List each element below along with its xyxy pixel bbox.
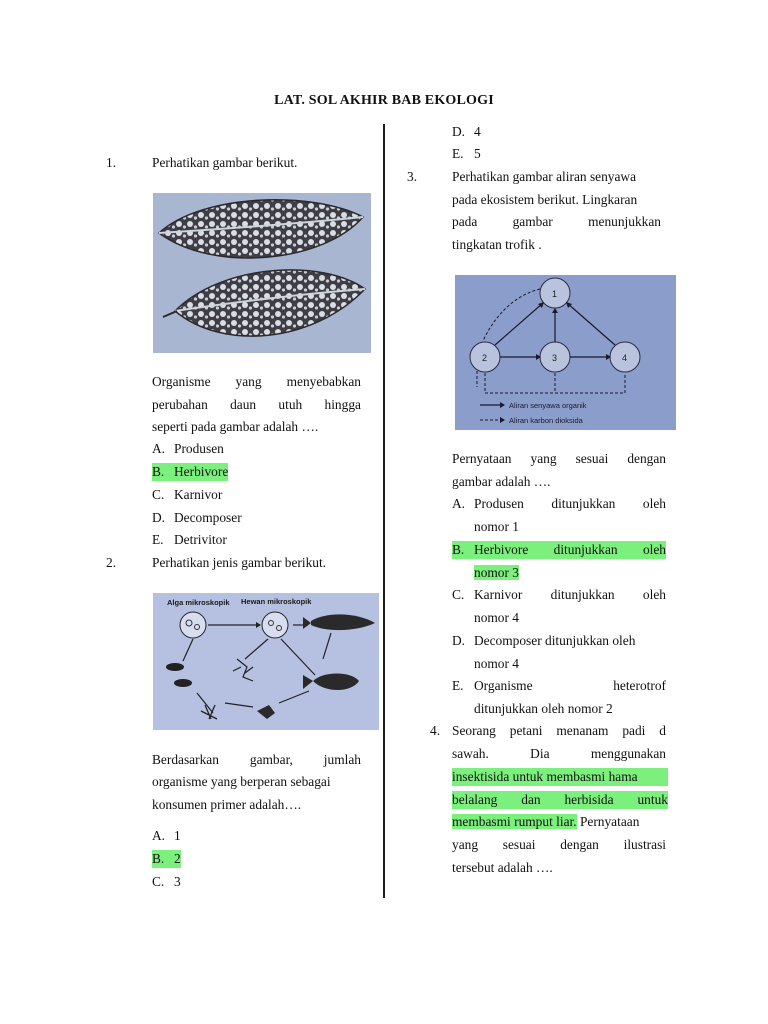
q2-figure-label-algae: Alga mikroskopik [167, 598, 230, 607]
q1-prompt: Perhatikan gambar berikut. [152, 155, 298, 170]
q4-stem-line-5: membasmi rumput liar. Pernyataan [452, 814, 640, 829]
q1-leaf-photo [153, 193, 371, 353]
q2-prompt: Perhatikan jenis gambar berikut. [152, 555, 327, 570]
q1-option-b[interactable]: B. Herbivore [152, 464, 229, 479]
q3-option-c-line-2: nomor 4 [474, 610, 520, 625]
q3-option-e-line-2: ditunjukkan oleh nomor 2 [474, 701, 613, 716]
q2-stem-line-2: organisme yang berperan sebagai [152, 774, 331, 789]
q1-number: 1. [106, 155, 117, 170]
q3-statement-line-2: gambar adalah …. [452, 474, 551, 489]
q2-figure-label-zooplankton: Hewan mikroskopik [241, 597, 312, 606]
node-4-label: 4 [622, 353, 628, 363]
q3-option-d[interactable]: D. Decomposer ditunjukkan oleh [452, 633, 636, 648]
node-2-label: 2 [482, 353, 488, 363]
q3-option-b-line-2: nomor 3 [474, 565, 520, 580]
q1-stem-line-2: perubahan daun utuh hingga [152, 397, 361, 412]
node-3-label: 3 [552, 353, 558, 363]
q3-option-d-line-2: nomor 4 [474, 656, 520, 671]
q3-number: 3. [407, 169, 418, 184]
q1-option-c[interactable]: C. Karnivor [152, 487, 223, 502]
q4-number: 4. [430, 723, 441, 738]
q4-stem-line-3: insektisida untuk membasmi hama [452, 768, 668, 786]
q2-option-c[interactable]: C. 3 [152, 874, 181, 889]
q3-stem-line-2: pada ekosistem berikut. Lingkaran [452, 192, 638, 207]
q1-option-e[interactable]: E. Detrivitor [152, 532, 227, 547]
q1-stem-line-3: seperti pada gambar adalah …. [152, 419, 319, 434]
q2-number: 2. [106, 555, 117, 570]
q3-trophic-figure [455, 275, 676, 430]
q3-stem-line-1: Perhatikan gambar aliran senyawa [452, 169, 637, 184]
q2-stem-line-1: Berdasarkan gambar, jumlah [152, 752, 361, 767]
q3-statement-line-1: Pernyataan yang sesuai dengan [452, 451, 666, 466]
column-divider [383, 124, 385, 898]
q3-option-a[interactable]: A. Produsen ditunjukkan oleh [452, 496, 666, 511]
q2-option-e[interactable]: E. 5 [452, 146, 481, 161]
q4-stem-line-7: tersebut adalah …. [452, 860, 553, 875]
node-1-label: 1 [552, 289, 558, 299]
q4-stem-line-4: belalang dan herbisida untuk [452, 792, 668, 807]
q4-stem-line-2: sawah. Dia menggunakan [452, 746, 666, 761]
q2-option-d[interactable]: D. 4 [452, 124, 481, 139]
q3-option-a-line-2: nomor 1 [474, 519, 520, 534]
q2-option-b[interactable]: B. 2 [152, 851, 181, 866]
q1-stem-line-1: Organisme yang menyebabkan [152, 374, 361, 389]
q3-option-c[interactable]: C. Karnivor ditunjukkan oleh [452, 587, 666, 602]
q1-option-a[interactable]: A. Produsen [152, 441, 224, 456]
q3-legend-organic: Aliran senyawa organik [509, 401, 587, 410]
q3-legend-co2: Aliran karbon dioksida [509, 416, 583, 425]
q2-stem-line-3: konsumen primer adalah…. [152, 797, 302, 812]
q4-stem-line-1: Seorang petani menanam padi d [452, 723, 666, 738]
q3-option-e[interactable]: E. Organisme heterotrof [452, 678, 666, 693]
q2-food-web-figure [153, 593, 379, 730]
q3-stem-line-4: tingkatan trofik . [452, 237, 542, 252]
q3-option-b[interactable]: B. Herbivore ditunjukkan oleh [452, 542, 666, 557]
page-title: LAT. SOL AKHIR BAB EKOLOGI [274, 93, 494, 108]
q1-option-d[interactable]: D. Decomposer [152, 510, 242, 525]
q3-stem-line-3: pada gambar menunjukkan [452, 214, 661, 229]
q4-stem-line-6: yang sesuai dengan ilustrasi [452, 837, 666, 852]
q2-option-a[interactable]: A. 1 [152, 828, 181, 843]
